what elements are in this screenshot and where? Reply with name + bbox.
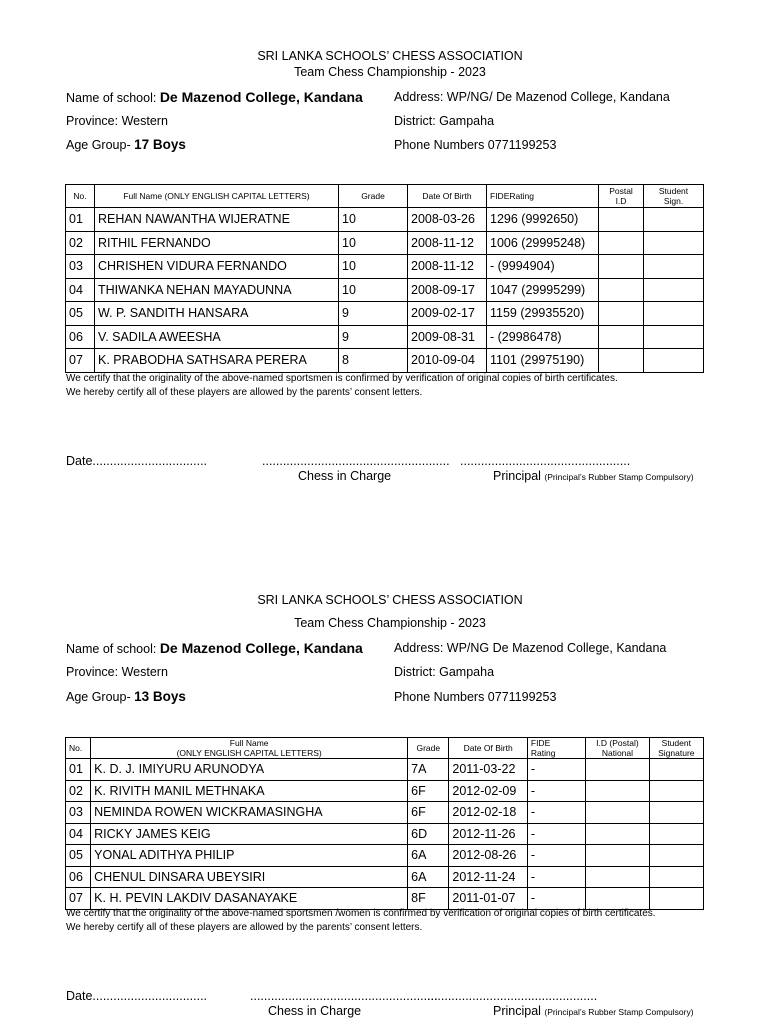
date-of-birth-cell: 2012-11-26 <box>449 823 527 845</box>
date-of-birth-cell: 2008-03-26 <box>408 208 487 232</box>
postal-id-cell <box>586 823 649 845</box>
association-title: SRI LANKA SCHOOLS’ CHESS ASSOCIATION <box>257 49 523 63</box>
event-title: Team Chess Championship - 2023 <box>294 65 486 79</box>
phone: Phone Numbers 0771199253 <box>394 138 557 152</box>
row-number-cell: 04 <box>66 278 95 302</box>
header-fide-line2: Rating <box>530 748 556 758</box>
student-signature-cell <box>644 302 704 326</box>
postal-id-cell <box>599 302 644 326</box>
player-name-cell: CHRISHEN VIDURA FERNANDO <box>95 255 339 279</box>
fide-rating-cell: - <box>527 780 585 802</box>
header-postal-line2: National <box>601 748 634 758</box>
table-row <box>66 866 704 888</box>
postal-id-cell <box>586 866 649 888</box>
grade-cell: 9 <box>339 302 408 326</box>
fide-rating-cell: - <box>527 823 585 845</box>
student-signature-cell <box>644 208 704 232</box>
table-row <box>66 278 704 302</box>
chess-in-charge-label: Chess in Charge <box>268 1004 362 1018</box>
age-group-value: 17 Boys <box>134 137 186 152</box>
row-number-cell: 04 <box>66 823 91 845</box>
school-label: Name of school: <box>66 91 157 105</box>
date-line: Date................................. <box>66 454 208 468</box>
header-sign-line2: Signature <box>658 748 695 758</box>
player-name-cell: THIWANKA NEHAN MAYADUNNA <box>95 278 339 302</box>
row-number-cell: 03 <box>66 802 91 824</box>
header-no: No. <box>66 185 95 208</box>
date-of-birth-cell: 2012-08-26 <box>449 845 527 867</box>
fide-rating-cell: - (29986478) <box>487 325 599 349</box>
player-table <box>65 184 704 373</box>
postal-id-cell <box>586 780 649 802</box>
chess-in-charge-label: Chess in Charge <box>298 469 392 483</box>
grade-cell: 7A <box>408 759 449 781</box>
student-signature-cell <box>649 780 703 802</box>
header-no: No. <box>66 738 91 759</box>
province: Province: Western <box>66 114 168 128</box>
grade-cell: 10 <box>339 231 408 255</box>
fide-rating-cell: - <box>527 888 585 910</box>
student-signature-cell <box>649 888 703 910</box>
postal-id-cell <box>599 278 644 302</box>
header-full-name <box>91 738 408 759</box>
grade-cell: 10 <box>339 278 408 302</box>
fide-rating-cell: 1159 (29935520) <box>487 302 599 326</box>
chess-in-charge-signature-line: ...................................................... <box>250 989 438 1003</box>
age-group-label: Age Group- <box>66 138 131 152</box>
player-name-cell: K. RIVITH MANIL METHNAKA <box>91 780 408 802</box>
row-number-cell: 05 <box>66 302 95 326</box>
grade-cell: 6A <box>408 845 449 867</box>
table-row <box>66 823 704 845</box>
postal-id-cell <box>586 845 649 867</box>
date-of-birth-cell: 2009-08-31 <box>408 325 487 349</box>
student-signature-cell <box>644 349 704 373</box>
table-header-row <box>66 738 704 759</box>
table-row <box>66 845 704 867</box>
age-group-field <box>66 689 186 704</box>
row-number-cell: 02 <box>66 780 91 802</box>
date-of-birth-cell: 2012-02-09 <box>449 780 527 802</box>
certification-line-1: We certify that the originality of the above-named sportsmen is confirmed by verification of original copies of birth certificates. <box>66 373 618 384</box>
player-name-cell: K. PRABODHA SATHSARA PERERA <box>95 349 339 373</box>
postal-id-cell <box>599 255 644 279</box>
student-signature-cell <box>644 231 704 255</box>
header-fide-line1: FIDE <box>530 738 551 748</box>
header-postal <box>586 738 649 759</box>
student-signature-cell <box>644 278 704 302</box>
header-sign-line1: Student <box>658 186 689 196</box>
fide-rating-cell: 1101 (29975190) <box>487 349 599 373</box>
row-number-cell: 01 <box>66 208 95 232</box>
player-table <box>65 737 704 910</box>
player-name-cell: V. SADILA AWEESHA <box>95 325 339 349</box>
header-fide: FIDERating <box>487 185 599 208</box>
fide-rating-cell: - <box>527 866 585 888</box>
date-of-birth-cell: 2008-09-17 <box>408 278 487 302</box>
school-name: De Mazenod College, Kandana <box>159 89 363 105</box>
school-label: Name of school: <box>66 642 157 656</box>
header-name-line1: Full Name <box>229 738 269 748</box>
table-row <box>66 349 704 373</box>
principal-field <box>493 1004 694 1018</box>
postal-id-cell <box>586 888 649 910</box>
player-name-cell: CHENUL DINSARA UBEYSIRI <box>91 866 408 888</box>
postal-id-cell <box>586 759 649 781</box>
student-signature-cell <box>649 759 703 781</box>
header-dob: Date Of Birth <box>449 738 527 759</box>
grade-cell: 10 <box>339 255 408 279</box>
table-row <box>66 888 704 910</box>
principal-field <box>493 469 694 483</box>
fide-rating-cell: 1006 (29995248) <box>487 231 599 255</box>
date-of-birth-cell: 2011-01-07 <box>449 888 527 910</box>
player-name-cell: NEMINDA ROWEN WICKRAMASINGHA <box>91 802 408 824</box>
student-signature-cell <box>644 255 704 279</box>
postal-id-cell <box>599 208 644 232</box>
address: Address: WP/NG De Mazenod College, Kandana <box>394 641 667 655</box>
school-field <box>66 640 363 656</box>
school-name: De Mazenod College, Kandana <box>159 640 363 656</box>
certification-line-2: We hereby certify all of these players are allowed by the parents’ consent letters. <box>66 922 423 933</box>
table-row <box>66 759 704 781</box>
principal-label: Principal <box>493 1004 541 1018</box>
header-sign <box>644 185 704 208</box>
header-postal-line2: I.D <box>615 196 627 206</box>
age-group-value: 13 Boys <box>134 689 186 704</box>
association-title: SRI LANKA SCHOOLS’ CHESS ASSOCIATION <box>257 593 523 607</box>
grade-cell: 6F <box>408 780 449 802</box>
grade-cell: 8 <box>339 349 408 373</box>
fide-rating-cell: - <box>527 802 585 824</box>
header-grade: Grade <box>408 738 449 759</box>
header-postal-line1: Postal <box>609 186 633 196</box>
header-sign-line2: Sign. <box>663 196 684 206</box>
player-name-cell: K. D. J. IMIYURU ARUNODYA <box>91 759 408 781</box>
row-number-cell: 07 <box>66 888 91 910</box>
postal-id-cell <box>586 802 649 824</box>
student-signature-cell <box>649 823 703 845</box>
date-of-birth-cell: 2010-09-04 <box>408 349 487 373</box>
row-number-cell: 02 <box>66 231 95 255</box>
player-name-cell: YONAL ADITHYA PHILIP <box>91 845 408 867</box>
row-number-cell: 03 <box>66 255 95 279</box>
header-postal <box>599 185 644 208</box>
date-line: Date................................. <box>66 989 208 1003</box>
row-number-cell: 01 <box>66 759 91 781</box>
table-row <box>66 231 704 255</box>
player-name-cell: W. P. SANDITH HANSARA <box>95 302 339 326</box>
district: District: Gampaha <box>394 114 495 128</box>
chess-in-charge-signature-line: ...................................................... <box>262 454 450 468</box>
event-title: Team Chess Championship - 2023 <box>294 616 486 630</box>
grade-cell: 9 <box>339 325 408 349</box>
date-of-birth-cell: 2008-11-12 <box>408 255 487 279</box>
table-header-row <box>66 185 704 208</box>
grade-cell: 6D <box>408 823 449 845</box>
date-of-birth-cell: 2011-03-22 <box>449 759 527 781</box>
phone: Phone Numbers 0771199253 <box>394 690 557 704</box>
principal-signature-line: ................................................. <box>427 989 598 1003</box>
student-signature-cell <box>644 325 704 349</box>
date-of-birth-cell: 2009-02-17 <box>408 302 487 326</box>
student-signature-cell <box>649 845 703 867</box>
player-name-cell: RITHIL FERNANDO <box>95 231 339 255</box>
grade-cell: 10 <box>339 208 408 232</box>
address: Address: WP/NG/ De Mazenod College, Kandana <box>394 90 670 104</box>
stamp-note: (Principal’s Rubber Stamp Compulsory) <box>544 1007 694 1017</box>
fide-rating-cell: - <box>527 845 585 867</box>
principal-label: Principal <box>493 469 541 483</box>
player-name-cell: REHAN NAWANTHA WIJERATNE <box>95 208 339 232</box>
fide-rating-cell: 1047 (29995299) <box>487 278 599 302</box>
province: Province: Western <box>66 665 168 679</box>
postal-id-cell <box>599 325 644 349</box>
certification-line-1: We certify that the originality of the above-named sportsmen /women is confirmed by verification of original copies of birth certificates. <box>66 908 656 919</box>
header-fide <box>527 738 585 759</box>
header-grade: Grade <box>339 185 408 208</box>
row-number-cell: 05 <box>66 845 91 867</box>
district: District: Gampaha <box>394 665 495 679</box>
school-field <box>66 89 363 105</box>
date-of-birth-cell: 2008-11-12 <box>408 231 487 255</box>
header-name-line2: (ONLY ENGLISH CAPITAL LETTERS) <box>176 748 322 758</box>
fide-rating-cell: 1296 (9992650) <box>487 208 599 232</box>
certification-line-2: We hereby certify all of these players are allowed by the parents’ consent letters. <box>66 387 423 398</box>
player-name-cell: RICKY JAMES KEIG <box>91 823 408 845</box>
fide-rating-cell: - <box>527 759 585 781</box>
principal-signature-line: ................................................. <box>460 454 631 468</box>
stamp-note: (Principal’s Rubber Stamp Compulsory) <box>544 472 694 482</box>
grade-cell: 6F <box>408 802 449 824</box>
student-signature-cell <box>649 802 703 824</box>
table-row <box>66 802 704 824</box>
table-row <box>66 325 704 349</box>
header-sign <box>649 738 703 759</box>
header-sign-line1: Student <box>661 738 691 748</box>
row-number-cell: 07 <box>66 349 95 373</box>
row-number-cell: 06 <box>66 325 95 349</box>
age-group-label: Age Group- <box>66 690 131 704</box>
fide-rating-cell: - (9994904) <box>487 255 599 279</box>
student-signature-cell <box>649 866 703 888</box>
date-of-birth-cell: 2012-02-18 <box>449 802 527 824</box>
table-row <box>66 208 704 232</box>
header-dob: Date Of Birth <box>408 185 487 208</box>
header-full-name: Full Name (ONLY ENGLISH CAPITAL LETTERS) <box>95 185 339 208</box>
table-row <box>66 255 704 279</box>
postal-id-cell <box>599 349 644 373</box>
postal-id-cell <box>599 231 644 255</box>
grade-cell: 6A <box>408 866 449 888</box>
row-number-cell: 06 <box>66 866 91 888</box>
table-row <box>66 302 704 326</box>
table-row <box>66 780 704 802</box>
age-group-field <box>66 137 186 152</box>
date-of-birth-cell: 2012-11-24 <box>449 866 527 888</box>
player-name-cell: K. H. PEVIN LAKDIV DASANAYAKE <box>91 888 408 910</box>
grade-cell: 8F <box>408 888 449 910</box>
header-postal-line1: I.D (Postal) <box>596 738 639 748</box>
